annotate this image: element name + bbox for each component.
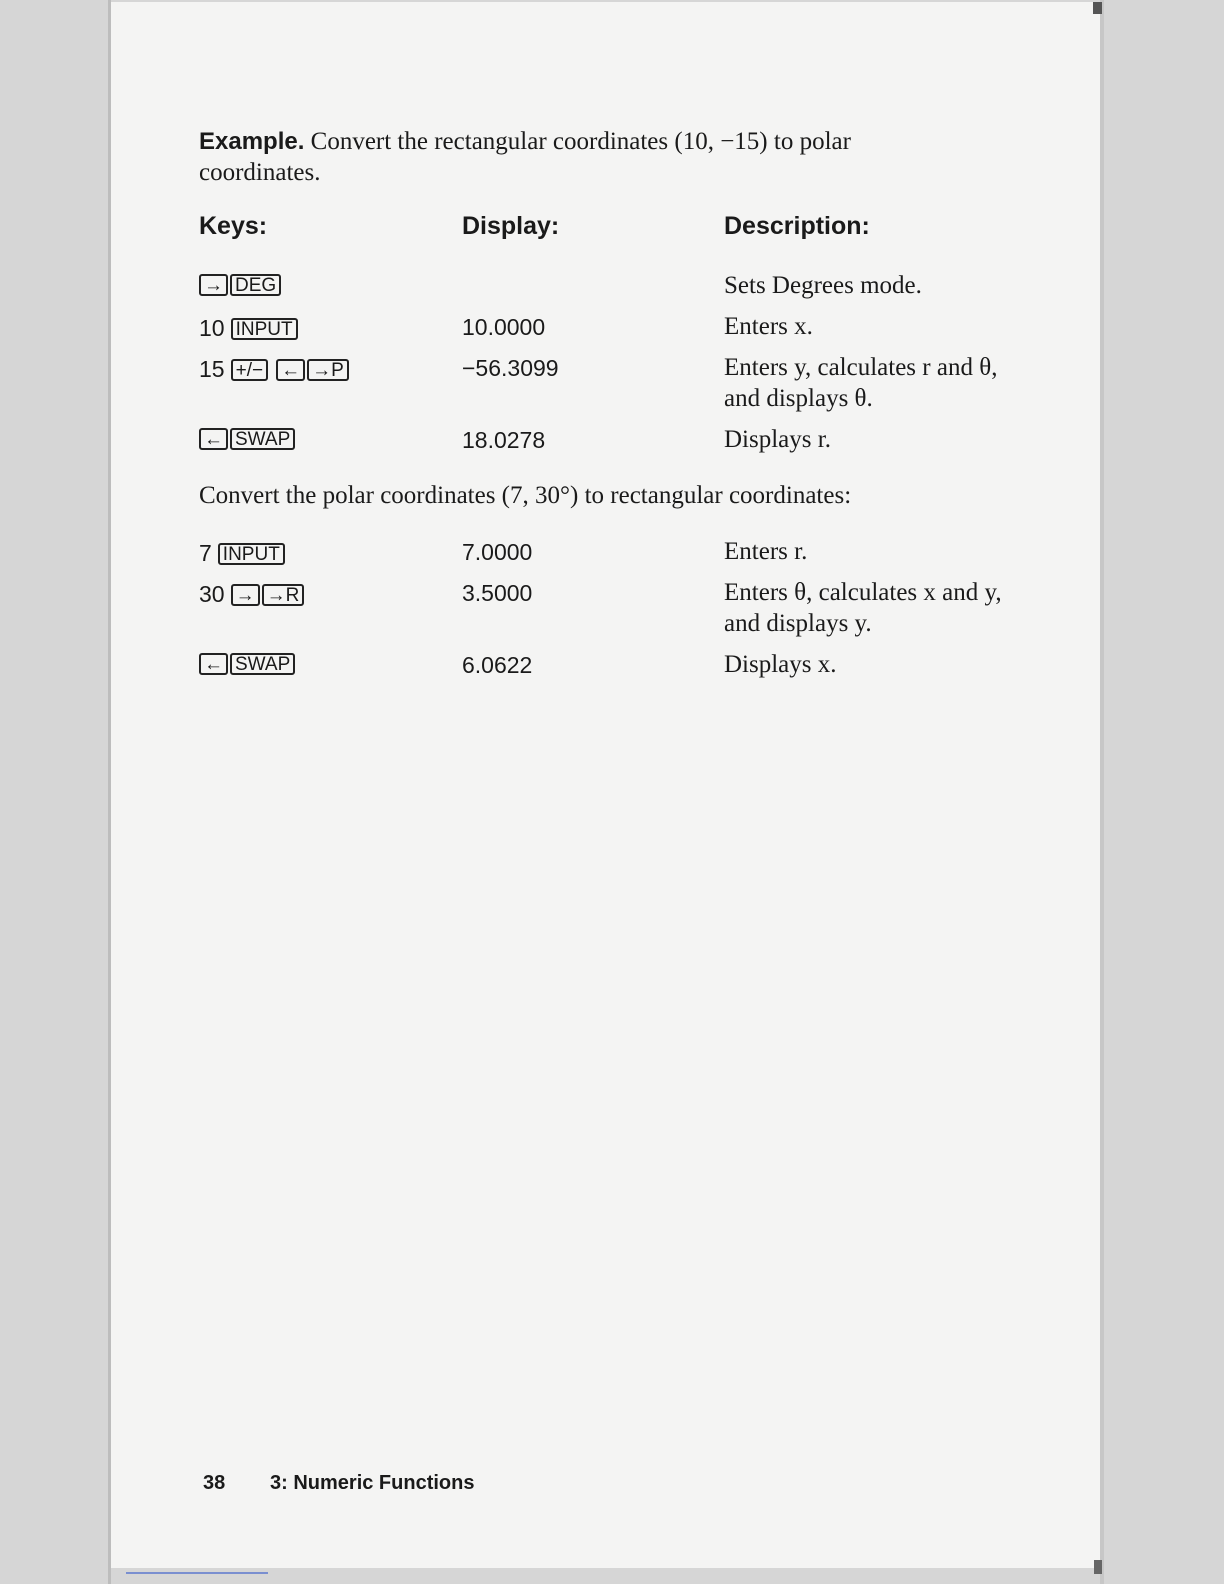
description-cell: Enters x. — [724, 313, 813, 340]
description-cell: Enters y, calculates r and θ, and displays θ. — [724, 354, 998, 412]
description-cell: Displays x. — [724, 651, 837, 678]
keys-cell — [199, 315, 300, 342]
display-cell: −56.3099 — [462, 355, 559, 381]
example-lead: Example. — [199, 128, 305, 155]
display-cell: 3.5000 — [462, 580, 533, 606]
example-paragraph — [199, 126, 959, 188]
display-cell: 10.0000 — [462, 314, 546, 340]
right-shift-key: → — [231, 584, 260, 606]
display-header: Display: — [462, 212, 560, 240]
page-number: 38 — [203, 1472, 226, 1494]
chapter-title: 3: Numeric Functions — [270, 1472, 475, 1494]
keys-cell — [199, 428, 297, 450]
input-key: INPUT — [218, 543, 285, 565]
description-header: Description: — [724, 212, 870, 240]
example-text: Convert the rectangular coordinates (10, −15) to polar coordinates. — [199, 128, 851, 186]
display-cell: 18.0278 — [462, 427, 546, 453]
right-shift-key: → — [199, 274, 228, 296]
keys-header: Keys: — [199, 212, 268, 240]
description-cell: Enters θ, calculates x and y, and displays y. — [724, 579, 1002, 637]
keys-cell — [199, 356, 351, 383]
description-cell: Displays r. — [724, 426, 831, 453]
keys-cell — [199, 540, 287, 567]
entry-number: 30 — [199, 581, 225, 607]
display-cell: 6.0622 — [462, 652, 533, 678]
description-cell: Sets Degrees mode. — [724, 272, 922, 299]
swap-key: SWAP — [230, 653, 295, 675]
swap-key: SWAP — [230, 428, 295, 450]
left-shift-key: ← — [199, 653, 228, 675]
entry-number: 15 — [199, 356, 225, 382]
keys-cell — [199, 581, 306, 608]
change-sign-key: +/− — [231, 359, 268, 381]
polar-conversion-paragraph: Convert the polar coordinates (7, 30°) to rectangular coordinates: — [199, 482, 852, 509]
to-rectangular-key: →R — [262, 584, 305, 606]
description-cell: Enters r. — [724, 538, 808, 565]
entry-number: 10 — [199, 315, 225, 341]
input-key: INPUT — [231, 318, 298, 340]
left-shift-key: ← — [199, 428, 228, 450]
keys-cell — [199, 274, 283, 296]
left-shift-key: ← — [276, 359, 305, 381]
keys-cell — [199, 653, 297, 675]
display-cell: 7.0000 — [462, 539, 533, 565]
to-polar-key: →P — [307, 359, 349, 381]
deg-key: DEG — [230, 274, 281, 296]
entry-number: 7 — [199, 540, 212, 566]
